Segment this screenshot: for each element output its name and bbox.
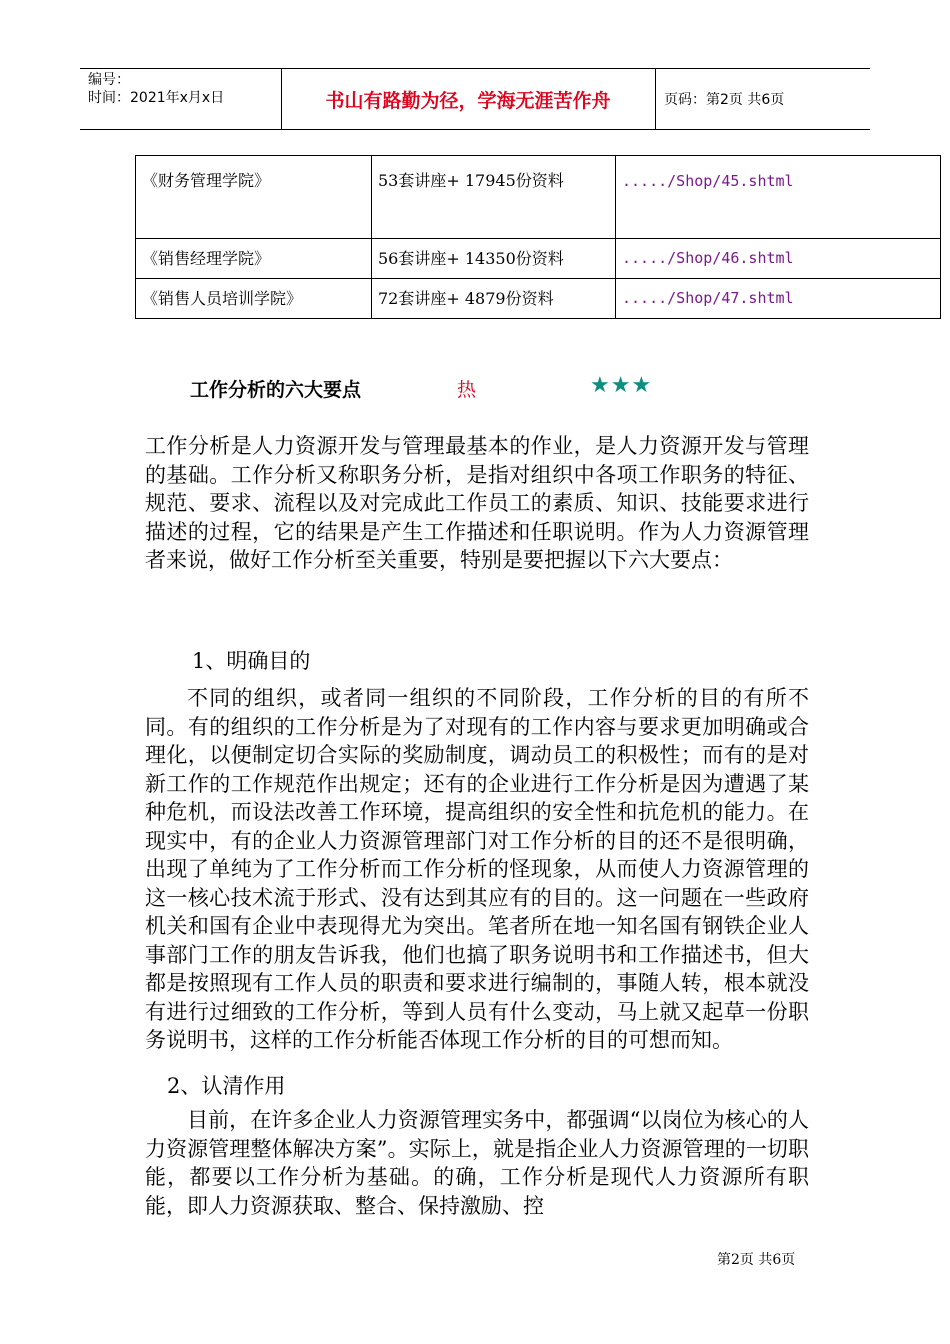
page-header [80, 68, 870, 130]
section-paragraph: 目前，在许多企业人力资源管理实务中，都强调“以岗位为核心的人力资源管理整体解决方案”。实际上，就是指企业人力资源管理的一切职能，都要以工作分析为基础。的确，工作分析是现代人力资源所有职能，即人力资源获取、整合、保持激励、控 [145, 1108, 809, 1218]
table-cell-link[interactable]: ...../Shop/46.shtml [616, 239, 941, 279]
table-cell-link[interactable]: ...../Shop/47.shtml [616, 279, 941, 319]
rating-stars-icon: ★★★ [590, 373, 653, 398]
document-number-label: 编号： [88, 72, 130, 88]
document-time-label: 时间：2021年x月x日 [88, 90, 225, 106]
table-row [136, 279, 941, 319]
table-cell-content: 56套讲座+ 14350份资料 [372, 239, 616, 279]
header-divider [655, 69, 656, 129]
table-row [136, 239, 941, 279]
article-title: 工作分析的六大要点 [190, 379, 362, 401]
table-cell-name: 《财务管理学院》 [136, 156, 372, 239]
table-cell-content: 53套讲座+ 17945份资料 [372, 156, 616, 239]
intro-paragraph: 工作分析是人力资源开发与管理最基本的作业，是人力资源开发与管理的基础。工作分析又称职务分析，是指对组织中各项工作职务的特征、规范、要求、流程以及对完成此工作员工的素质、知识、技能要求进行描述的过程，它的结果是产生工作描述和任职说明。作为人力资源管理者来说，做好工作分析至关重要，特别是要把握以下六大要点： [145, 434, 809, 572]
resource-table [135, 155, 941, 319]
table-cell-link[interactable]: ...../Shop/45.shtml [616, 156, 941, 239]
table-cell-content: 72套讲座+ 4879份资料 [372, 279, 616, 319]
table-cell-name: 《销售人员培训学院》 [136, 279, 372, 319]
header-page-number: 页码：第2页 共6页 [664, 92, 785, 108]
page-footer: 第2页 共6页 [717, 1252, 796, 1268]
section-heading: 2、认清作用 [167, 1074, 286, 1098]
table-cell-name: 《销售经理学院》 [136, 239, 372, 279]
header-meta [88, 71, 278, 107]
section-paragraph: 不同的组织，或者同一组织的不同阶段，工作分析的目的有所不同。有的组织的工作分析是为了对现有的工作内容与要求更加明确或合理化，以便制定切合实际的奖励制度，调动员工的积极性；而有的是对新工作的工作规范作出规定；还有的企业进行工作分析是因为遭遇了某种危机，而设法改善工作环境，提高组织的安全性和抗危机的能力。在现实中，有的企业人力资源管理部门对工作分析的目的还不是很明确，出现了单纯为了工作分析而工作分析的怪现象，从而使人力资源管理的这一核心技术流于形式、没有达到其应有的目的。这一问题在一些政府机关和国有企业中表现得尤为突出。笔者所在地一知名国有钢铁企业人事部门工作的朋友告诉我，他们也搞了职务说明书和工作描述书，但大都是按照现有工作人员的职责和要求进行编制的，事随人转，根本就没有进行过细致的工作分析，等到人员有什么变动，马上就又起草一份职务说明书，这样的工作分析能否体现工作分析的目的可想而知。 [145, 686, 809, 1052]
section-heading: 1、明确目的 [192, 649, 311, 673]
table-row [136, 156, 941, 239]
hot-badge: 热 [457, 379, 477, 401]
header-motto: 书山有路勤为径，学海无涯苦作舟 [325, 89, 611, 112]
